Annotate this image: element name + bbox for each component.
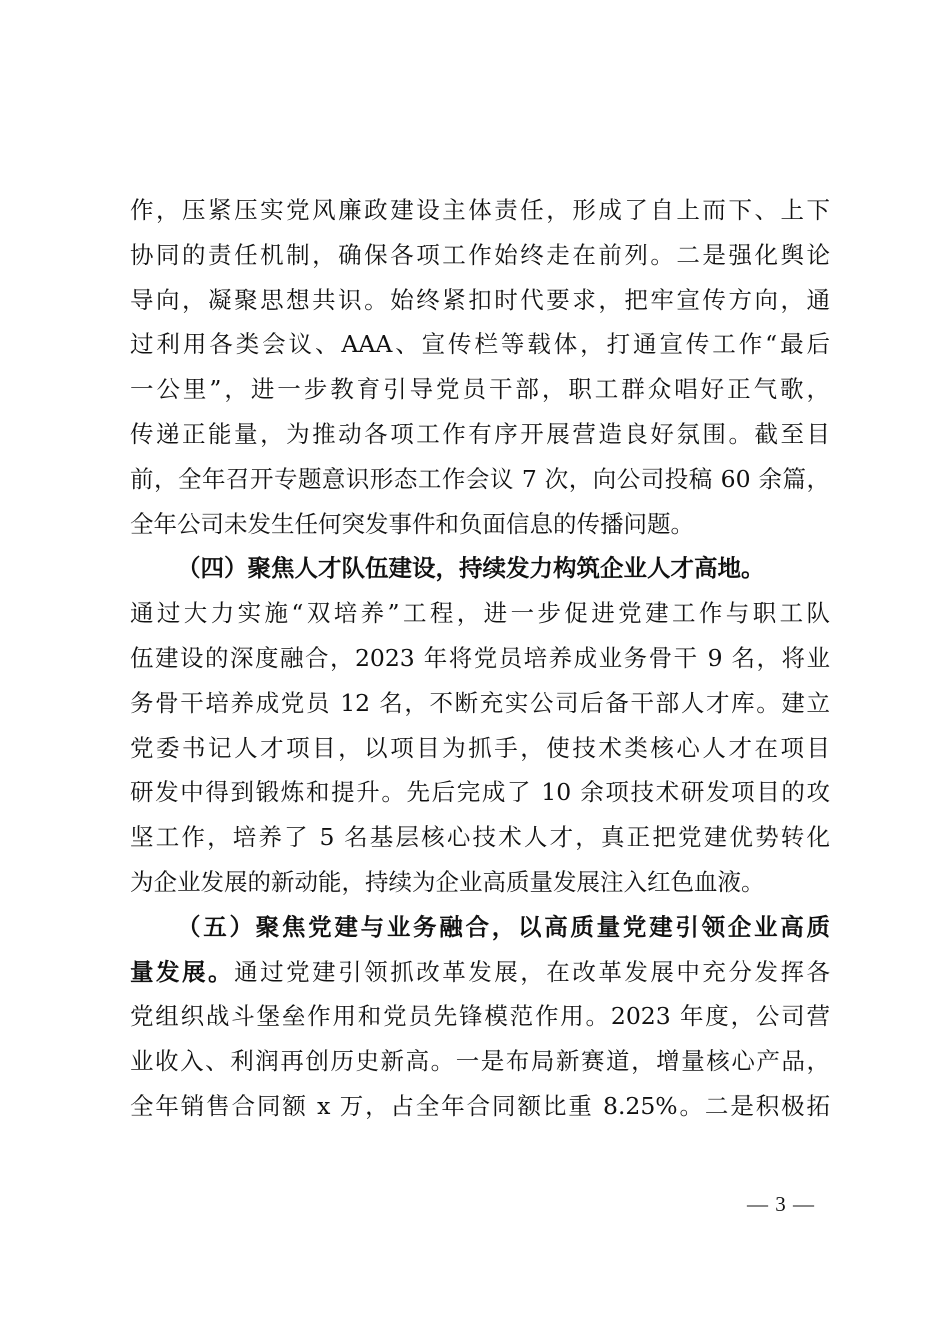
heading-text-continued: 量发展。 [130,957,235,986]
section-five [130,905,830,1129]
section-heading-four [130,546,830,591]
text-line: 为企业发展的新动能，持续为企业高质量发展注入红色血液。 [130,867,765,896]
body-text: 通过党建引领抓改革发展，在改革发展中充分发挥各 [234,957,831,986]
text-line: 作，压紧压实党风廉政建设主体责任，形成了自上而下、上下 [130,196,830,224]
text-line: 伍建设的深度融合，2023 年将党员培养成业务骨干 9 名，将业 [130,643,830,672]
text-line: 党委书记人才项目，以项目为抓手，使技术类核心人才在项目 [130,733,830,762]
section-heading-five [130,905,830,950]
text-line [130,950,830,995]
document-body [130,188,830,1129]
text-line: 传递正能量，为推动各项工作有序开展营造良好氛围。截至目 [130,419,830,448]
text-line: 前，全年召开专题意识形态工作会议 7 次，向公司投稿 60 余篇， [130,464,830,493]
paragraph-continuation [130,188,830,546]
text-line: 党组织战斗堡垒作用和党员先锋模范作用。2023 年度，公司营 [130,1002,830,1031]
text-line: 一公里”，进一步教育引导党员干部，职工群众唱好正气歌， [130,375,830,404]
text-line: 业收入、利润再创历史新高。一是布局新赛道，增量核心产品， [130,1047,830,1076]
page-number: — 3 — [747,1192,815,1216]
text-line: 务骨干培养成党员 12 名，不断充实公司后备干部人才库。建立 [130,688,830,717]
text-line: 过利用各类会议、AAA、宣传栏等载体，打通宣传工作“最后 [130,330,830,359]
text-line: 全年销售合同额 x 万，占全年合同额比重 8.25%。二是积极拓 [130,1091,830,1120]
text-line: 研发中得到锻炼和提升。先后完成了 10 余项技术研发项目的攻 [130,778,830,807]
text-line: 通过大力实施“双培养”工程，进一步促进党建工作与职工队 [130,599,830,628]
text-line: 全年公司未发生任何突发事件和负面信息的传播问题。 [130,509,694,538]
text-line: 导向，凝聚思想共识。始终紧扣时代要求，把牢宣传方向，通 [130,285,830,314]
text-line: 坚工作，培养了 5 名基层核心技术人才，真正把党建优势转化 [130,823,830,852]
heading-text: （五）聚焦党建与业务融合，以高质量党建引领企业高质 [177,912,830,941]
heading-text: （四）聚焦人才队伍建设，持续发力构筑企业人才高地。 [177,554,765,583]
text-line: 协同的责任机制，确保各项工作始终走在前列。二是强化舆论 [130,240,830,269]
section-four [130,546,830,904]
